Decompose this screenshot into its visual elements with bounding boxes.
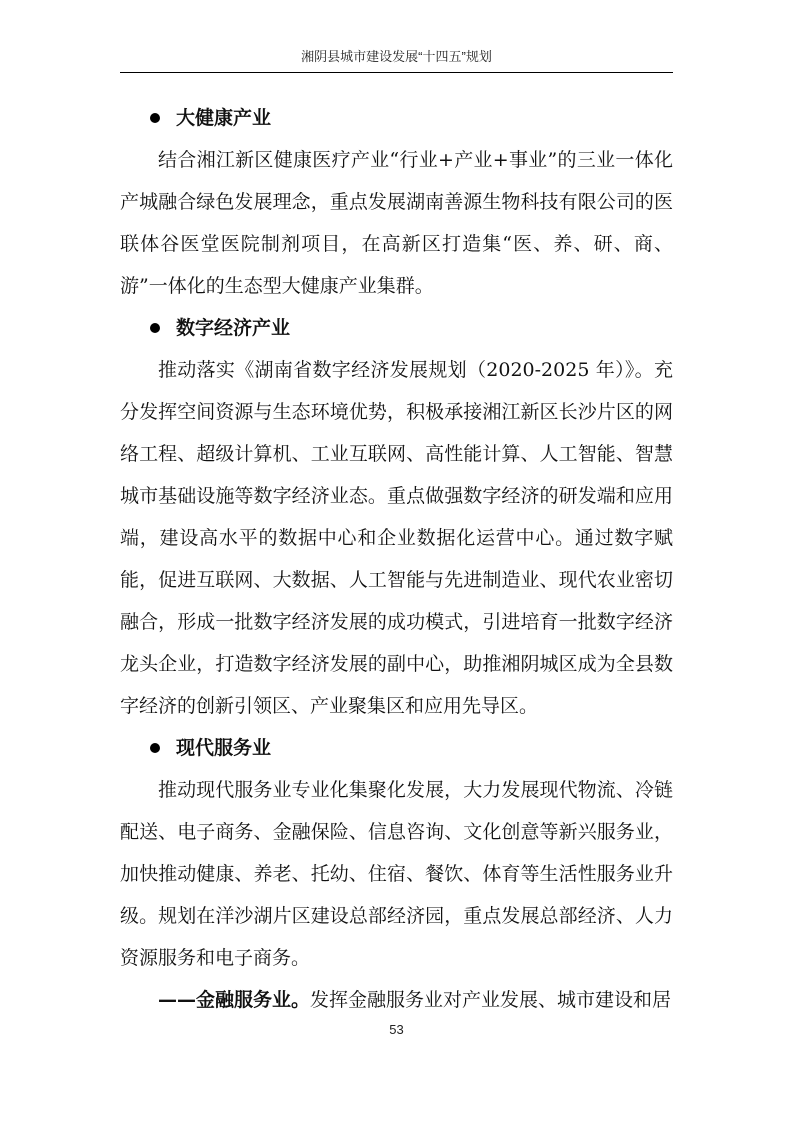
- section-paragraph-modern-service: 推动现代服务业专业化集聚化发展，大力发展现代物流、冷链配送、电子商务、金融保险、信息咨询、文化创意等新兴服务业，加快推动健康、养老、托幼、住宿、餐饮、体育等生活性服务业升级。规划在洋沙湖片区建设总部经济园，重点发展总部经济、人力资源服务和电子商务。: [120, 779, 673, 969]
- finance-lead: ——金融服务业。: [158, 989, 311, 1011]
- section-title-health: 大健康产业: [176, 107, 272, 129]
- section-title-digital-economy: 数字经济产业: [176, 317, 291, 339]
- finance-text: 发挥金融服务业对产业发展、城市建设和居: [310, 989, 672, 1011]
- section-paragraph-health: 结合湘江新区健康医疗产业“行业+产业+事业”的三业一体化产城融合绿色发展理念，重点发展湖南善源生物科技有限公司的医联体谷医堂医院制剂项目，在高新区打造集“医、养、研、商、游”一体化的生态型大健康产业集群。: [120, 149, 673, 297]
- page-header: [120, 44, 673, 73]
- section-title-modern-service: 现代服务业: [176, 737, 272, 759]
- section-heading-digital-economy: [120, 307, 673, 349]
- document-body: [120, 97, 673, 1021]
- section-paragraph-digital-economy: 推动落实《湖南省数字经济发展规划（2020-2025 年）》。充分发挥空间资源与生态环境优势，积极承接湘江新区长沙片区的网络工程、超级计算机、工业互联网、高性能计算、人工智能、智慧城市基础设施等数字经济业态。重点做强数字经济的研发端和应用端，建设高水平的数据中心和企业数据化运营中心。通过数字赋能，促进互联网、大数据、人工智能与先进制造业、现代农业密切融合，形成一批数字经济发展的成功模式，引进培育一批数字经济龙头企业，打造数字经济发展的副中心，助推湘阴城区成为全县数字经济的创新引领区、产业聚集区和应用先导区。: [120, 359, 673, 717]
- bullet-dot-icon: [150, 113, 160, 123]
- page-number: 53: [389, 1022, 404, 1037]
- finance-paragraph: [120, 979, 673, 1021]
- section-heading-health: [120, 97, 673, 139]
- bullet-dot-icon: [150, 323, 160, 333]
- bullet-dot-icon: [150, 743, 160, 753]
- header-title: 湘阴县城市建设发展“十四五”规划: [301, 49, 492, 64]
- section-heading-modern-service: [120, 727, 673, 769]
